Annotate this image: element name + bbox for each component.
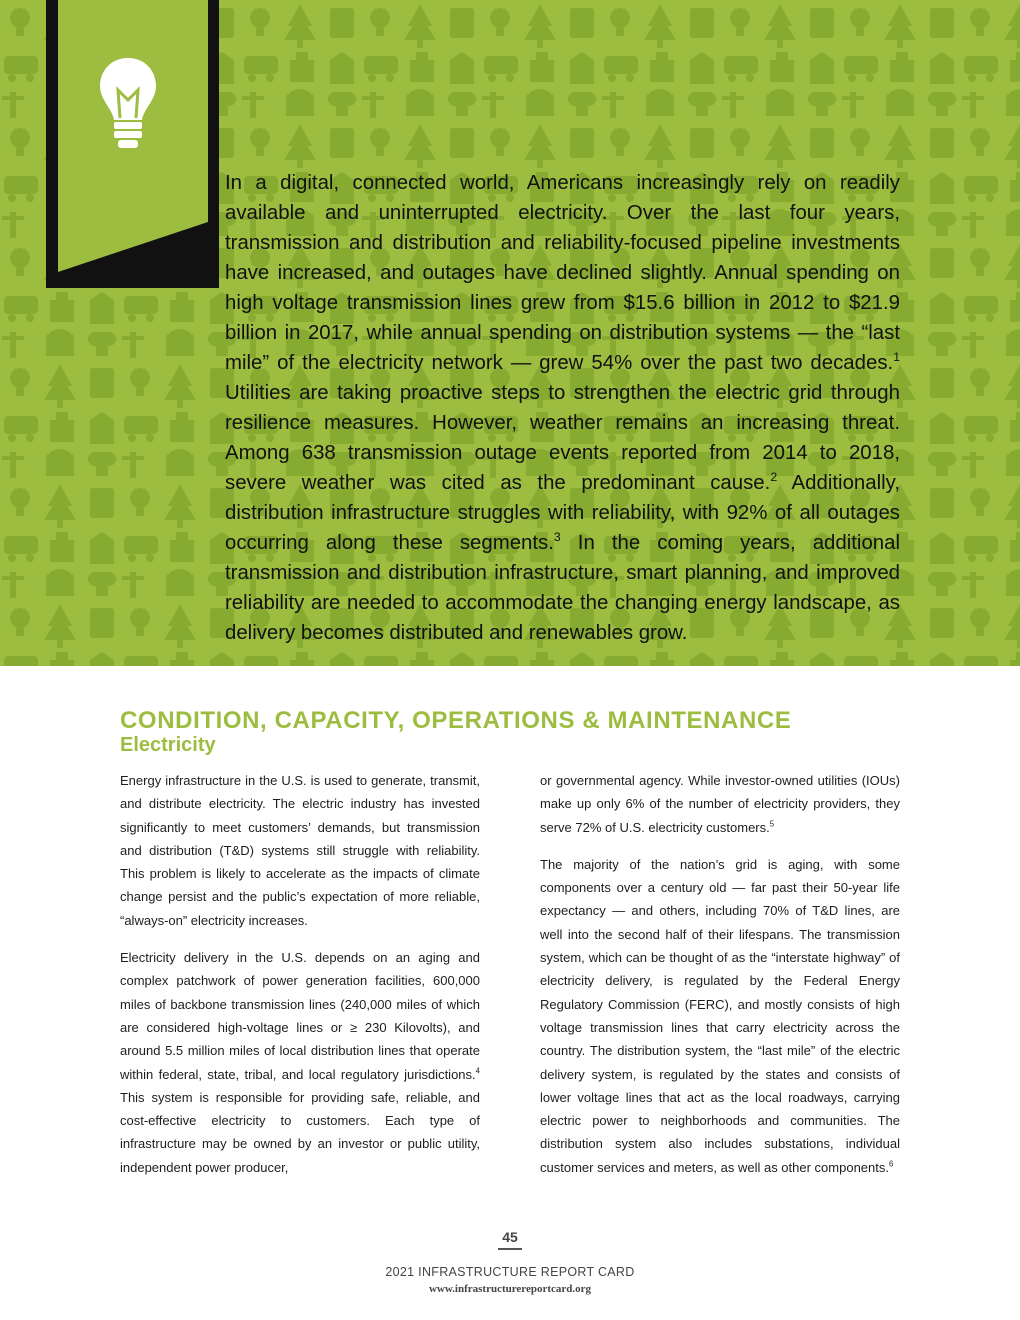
section-subtitle: Electricity	[120, 734, 216, 756]
left-column	[120, 769, 480, 1193]
footnote-ref: 6	[888, 1159, 894, 1169]
footnote-ref: 1	[893, 350, 900, 365]
body-paragraph: The majority of the nation’s grid is aging, with some components over a century old — far past their 50-year life expectancy — and others, including 70% of T&D lines, are well into the second half of their lifespans. The transmission system, which can be thought of as the “interstate highway” of electricity delivery, is regulated by the Federal Energy Regulatory Commission (FERC), and mostly consists of high voltage transmission lines that carry electricity across the country. The distribution system, the “last mile” of the electric delivery system, is regulated by the states and consists of lower voltage lines that act as the local roadways, carrying electric power to neighborhoods and communities. The distribution system also includes substations, individual customer services and meters, as well as other components.$^6$	[540, 856, 900, 1175]
footer-url[interactable]: www.infrastructurereportcard.org	[428, 1283, 592, 1295]
footnote-ref: 5	[769, 819, 775, 829]
footnote-ref: 2	[770, 470, 778, 485]
footnote-ref: 3	[553, 530, 561, 545]
section-ribbon	[46, 0, 219, 288]
hero-paragraph: In a digital, connected world, Americans increasingly rely on readily available and uninterrupted electricity. Over the last four years, transmission and distribution and reliability-focused pipeline investments have increased, and outages have declined slightly. Annual spending on high voltage transmission lines grew from $15.6 billion in 2012 to $21.9 billion in 2017, while annual spending on distribution systems — the “last mile” of the electricity network — grew 54% over the past two decades.$^1$ Utilities are taking proactive steps to strengthen the electric grid through resilience measures. However, weather remains an increasing threat. Among 638 transmission outage events reported from 2014 to 2018, severe weather was cited as the predominant cause.$^2$ Additionally, distribution infrastructure struggles with reliability, with 92% of all outages occurring along these segments.$^3$ In the coming years, additional transmission and distribution infrastructure, smart planning, and improved reliability are needed to accommodate the changing energy landscape, as delivery becomes distributed and renewables grow.	[225, 172, 900, 644]
lightbulb-icon	[98, 56, 158, 152]
right-column	[540, 769, 900, 1193]
body-paragraph: or governmental agency. While investor-owned utilities (IOUs) make up only 6% of the number of electricity providers, they serve 72% of U.S. electricity customers.$^5$	[540, 773, 900, 835]
section-title: CONDITION, CAPACITY, OPERATIONS & MAINTENANCE	[120, 707, 792, 734]
body-paragraph: Electricity delivery in the U.S. depends on an aging and complex patchwork of power generation facilities, 600,000 miles of backbone transmission lines (240,000 miles of which are considered high-voltage lines or ≥ 230 Kilovolts), and around 5.5 million miles of local distribution lines that operate within federal, state, tribal, and local regulatory jurisdictions.$^4$ This system is responsible for providing safe, reliable, and cost-effective electricity to customers. Each type of infrastructure may be owned by an investor or public utility, independent power producer,	[120, 950, 480, 1175]
footnote-ref: 4	[475, 1066, 480, 1076]
body-paragraph: Energy infrastructure in the U.S. is used to generate, transmit, and distribute electricity. The electric industry has invested significantly to meet customers’ demands, but transmission and distribution (T&D) systems still struggle with reliability. This problem is likely to accelerate as the impacts of climate change persist and the public’s expectation of more reliable, “always-on” electricity increases.	[120, 773, 480, 928]
footer-report-title: 2021 INFRASTRUCTURE REPORT CARD	[385, 1265, 635, 1279]
page-number-rule	[498, 1248, 522, 1250]
page-number: 45	[502, 1229, 518, 1245]
